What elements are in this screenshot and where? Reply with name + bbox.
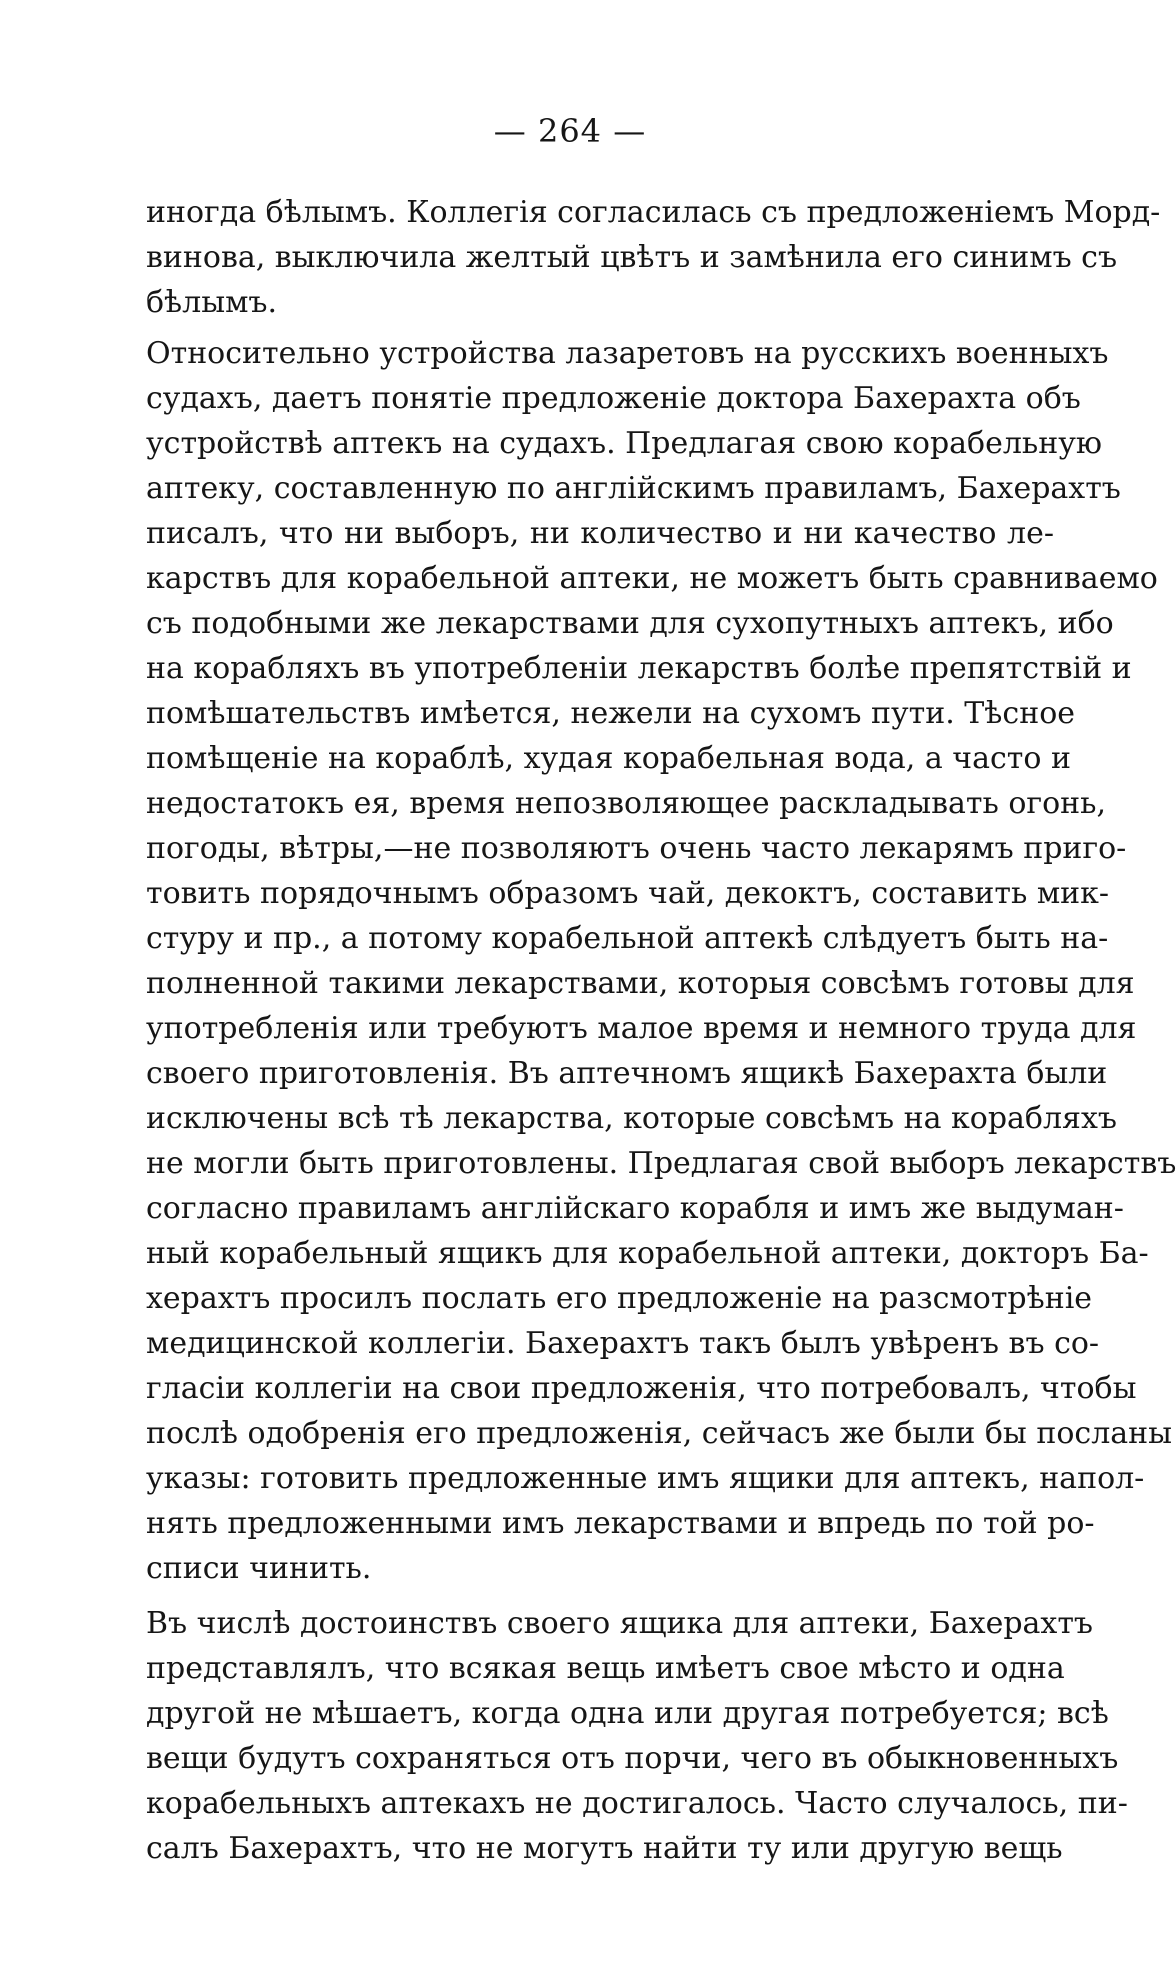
text-line: списи чинить. <box>146 1551 372 1586</box>
paragraph-1 <box>146 190 1161 325</box>
text-line: херахтъ просилъ послать его предложеніе на разсмотрѣніе <box>146 1281 1093 1316</box>
text-line: салъ Бахерахтъ, что не могутъ найти ту или другую вещь <box>146 1831 1063 1866</box>
text-line: Относительно устройства лазаретовъ на русскихъ военныхъ <box>146 336 1109 371</box>
text-line: карствъ для корабельной аптеки, не можетъ быть сравниваемо <box>146 561 1158 596</box>
text-line: представлялъ, что всякая вещь имѣетъ свое мѣсто и одна <box>146 1651 1065 1686</box>
text-line: другой не мѣшаетъ, когда одна или другая потребуется; всѣ <box>146 1696 1109 1731</box>
text-line: исключены всѣ тѣ лекарства, которые совсѣмъ на корабляхъ <box>146 1101 1117 1136</box>
text-line: указы: готовить предложенные имъ ящики для аптекъ, напол- <box>146 1461 1145 1496</box>
text-line: вещи будутъ сохраняться отъ порчи, чего въ обыкновенныхъ <box>146 1741 1119 1776</box>
text-line: бѣлымъ. <box>146 285 278 320</box>
text-line: съ подобными же лекарствами для сухопутныхъ аптекъ, ибо <box>146 606 1114 641</box>
body-text <box>146 190 1176 1871</box>
text-line: на корабляхъ въ употребленіи лекарствъ болѣе препятствій и <box>146 651 1132 686</box>
paragraph-2 <box>146 331 1176 1591</box>
text-line: иногда бѣлымъ. Коллегія согласилась съ предложеніемъ Морд- <box>146 195 1161 230</box>
text-line: согласно правиламъ англійскаго корабля и имъ же выдуман- <box>146 1191 1124 1226</box>
text-line: аптеку, составленную по англійскимъ правиламъ, Бахерахтъ <box>146 471 1121 506</box>
text-line: судахъ, даетъ понятіе предложеніе доктора Бахерахта объ <box>146 381 1081 416</box>
text-line: помѣщеніе на кораблѣ, худая корабельная вода, а часто и <box>146 741 1071 776</box>
text-line: употребленія или требуютъ малое время и немного труда для <box>146 1011 1137 1046</box>
text-line: гласіи коллегіи на свои предложенія, что потребовалъ, чтобы <box>146 1371 1137 1406</box>
text-line: не могли быть приготовлены. Предлагая свой выборъ лекарствъ <box>146 1146 1176 1181</box>
text-line: корабельныхъ аптекахъ не достигалось. Часто случалось, пи- <box>146 1786 1128 1821</box>
text-line: послѣ одобренія его предложенія, сейчасъ же были бы посланы <box>146 1416 1173 1451</box>
text-line: ный корабельный ящикъ для корабельной аптеки, докторъ Ба- <box>146 1236 1149 1271</box>
text-line: нять предложенными имъ лекарствами и впредь по той ро- <box>146 1506 1095 1541</box>
text-line: помѣшательствъ имѣется, нежели на сухомъ пути. Тѣсное <box>146 696 1076 731</box>
page-number: — 264 — <box>493 112 647 150</box>
text-line: своего приготовленія. Въ аптечномъ ящикѣ Бахерахта были <box>146 1056 1108 1091</box>
text-line: товить порядочнымъ образомъ чай, декоктъ, составить мик- <box>146 876 1110 911</box>
text-line: погоды, вѣтры,—не позволяютъ очень часто лекарямъ приго- <box>146 831 1127 866</box>
text-line: винова, выключила желтый цвѣтъ и замѣнила его синимъ съ <box>146 240 1118 275</box>
text-line: полненной такими лекарствами, которыя совсѣмъ готовы для <box>146 966 1135 1001</box>
text-line: недостатокъ ея, время непозволяющее раскладывать огонь, <box>146 786 1107 821</box>
text-line: Въ числѣ достоинствъ своего ящика для аптеки, Бахерахтъ <box>146 1606 1094 1641</box>
paragraph-3 <box>146 1601 1128 1871</box>
text-line: устройствѣ аптекъ на судахъ. Предлагая свою корабельную <box>146 426 1103 461</box>
text-line: медицинской коллегіи. Бахерахтъ такъ былъ увѣренъ въ со- <box>146 1326 1100 1361</box>
text-line: стуру и пр., а потому корабельной аптекѣ слѣдуетъ быть на- <box>146 921 1109 956</box>
text-line: писалъ, что ни выборъ, ни количество и ни качество ле- <box>146 516 1054 551</box>
